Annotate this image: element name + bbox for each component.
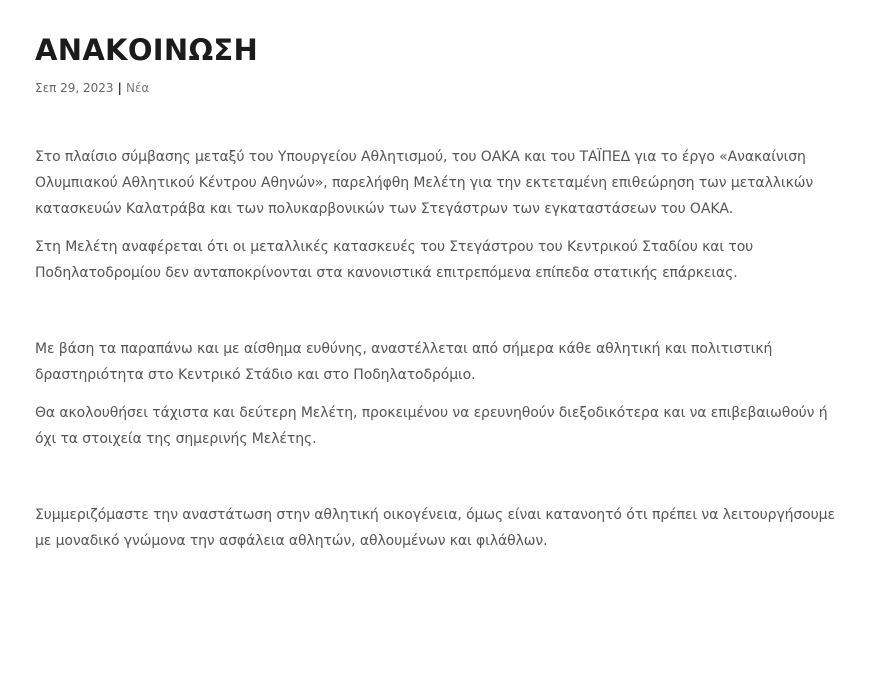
paragraph-second-study: Θα ακολουθήσει τάχιστα και δεύτερη Μελέτη, προκειμένου να ερευνηθούν διεξοδικότερα και να επιβεβαιωθούν ή όχι τα στοιχεία της σημερινής Μελέτης. [35,405,828,447]
paragraph-contract-study: Στο πλαίσιο σύμβασης μεταξύ του Υπουργείου Αθλητισμού, του ΟΑΚΑ και του ΤΑΪΠΕΔ για το έργο «Ανακαίνιση Ολυμπιακού Αθλητικού Κέντρου Αθηνών», παρελήφθη Μελέτη για την εκτεταμένη επιθεώρηση των μεταλλικών κατασκευών Καλατράβα και των πολυκαρβονικών των Στεγάστρων των εγκαταστάσεων του ΟΑΚΑ. [35,149,814,217]
paragraph-study-findings: Στη Μελέτη αναφέρεται ότι οι μεταλλικές κατασκευές του Στεγάστρου του Κεντρικού Σταδίου και του Ποδηλατοδρομίου δεν ανταποκρίνονται στα κανονιστικά επιτρεπόμενα επίπεδα στατικής επάρκειας. [35,239,754,281]
page-title: ΑΝΑΚΟΙΝΩΣΗ [35,33,259,67]
post-date: Σεπ 29, 2023 [35,81,114,95]
category-link[interactable]: Νέα [125,81,150,95]
announcement-article [35,30,845,566]
paragraph-spacer [35,464,845,502]
paragraph-closing: Συμμεριζόμαστε την αναστάτωση στην αθλητική οικογένεια, όμως είναι κατανοητό ότι πρέπει να λειτουργήσουμε με μοναδικό γνώμονα την ασφάλεια αθλητών, αθλουμένων και φιλάθλων. [35,507,835,549]
article-body [35,144,845,554]
paragraph-suspension: Με βάση τα παραπάνω και με αίσθημα ευθύνης, αναστέλλεται από σήμερα κάθε αθλητική και πολιτιστική δραστηριότητα στο Κεντρικό Στάδιο και στο Ποδηλατοδρόμιο. [35,341,773,383]
post-meta [35,80,845,96]
meta-separator: | [117,81,122,95]
paragraph-spacer [35,298,845,336]
